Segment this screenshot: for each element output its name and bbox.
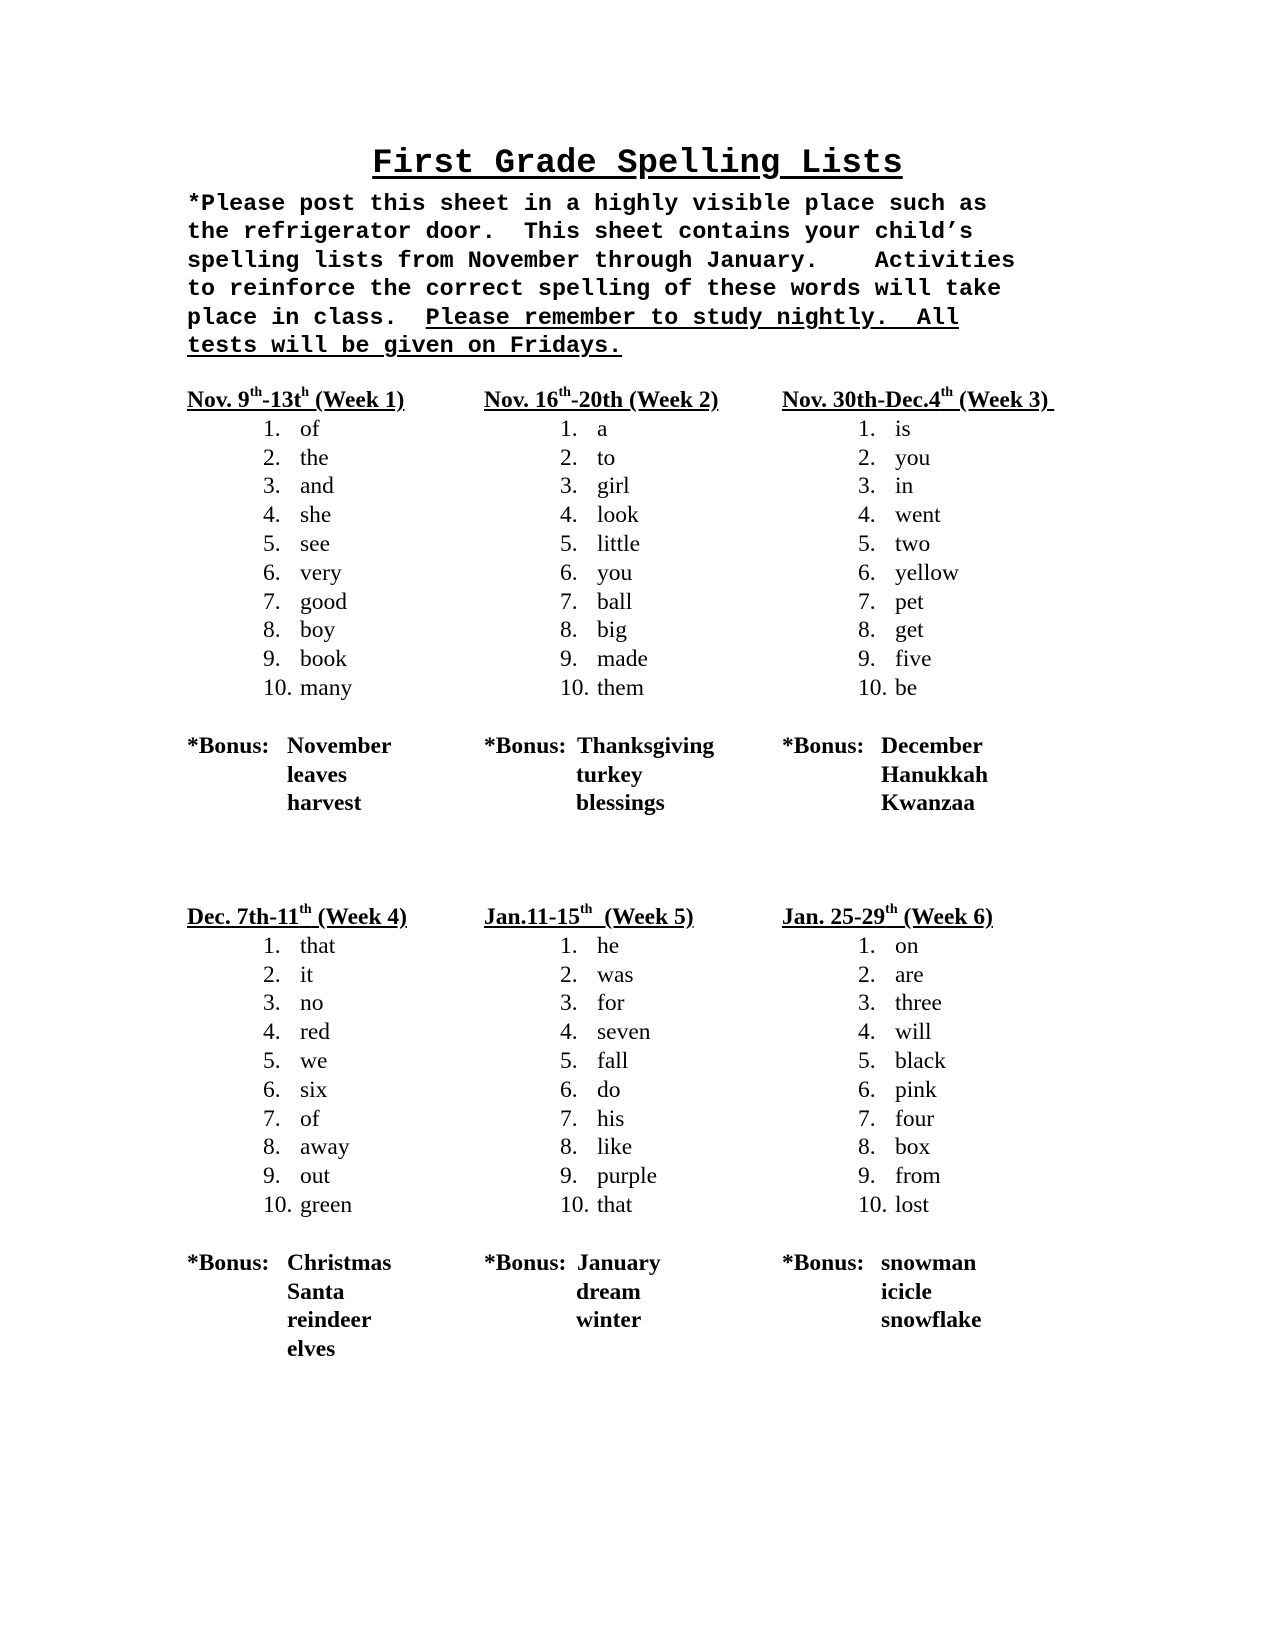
word-text: from	[895, 1163, 941, 1190]
word-item	[560, 616, 784, 645]
word-text: ball	[597, 588, 633, 615]
bonus-row	[484, 761, 784, 790]
bonus-word: turkey	[576, 761, 643, 788]
word-text: good	[300, 588, 347, 615]
word-item	[263, 616, 487, 645]
word-text: get	[895, 617, 924, 644]
word-list	[858, 932, 1082, 1220]
bonus-row	[187, 1278, 487, 1307]
word-text: purple	[597, 1163, 658, 1190]
word-text: green	[300, 1191, 353, 1218]
word-item	[263, 932, 487, 961]
word-number: 2.	[263, 961, 281, 988]
word-number: 4.	[858, 502, 876, 529]
bonus-word: January	[577, 1249, 661, 1276]
heading-superscript: th	[558, 385, 571, 401]
word-number: 1.	[858, 415, 876, 442]
word-number: 4.	[560, 502, 578, 529]
bonus-label: *Bonus:	[187, 1249, 270, 1276]
word-text: four	[895, 1105, 935, 1132]
heading-text: (Week 3)	[953, 387, 1055, 413]
word-number: 6.	[858, 559, 876, 586]
word-text: five	[895, 646, 932, 673]
word-number: 3.	[858, 473, 876, 500]
word-text: away	[300, 1134, 350, 1161]
word-number: 4.	[263, 1019, 281, 1046]
word-number: 3.	[858, 990, 876, 1017]
word-item	[560, 530, 784, 559]
word-text: them	[597, 674, 644, 701]
word-text: seven	[597, 1019, 651, 1046]
intro-line	[187, 305, 1267, 333]
word-number: 7.	[858, 1105, 876, 1132]
word-item	[858, 1133, 1082, 1162]
bonus-word: Kwanzaa	[881, 790, 975, 817]
word-item	[858, 559, 1082, 588]
word-text: made	[597, 646, 648, 673]
word-number: 9.	[858, 646, 876, 673]
heading-superscript: th	[885, 902, 898, 918]
word-number: 10.	[263, 674, 293, 701]
word-item	[560, 559, 784, 588]
word-number: 10.	[858, 1191, 888, 1218]
week-6-list	[782, 903, 1082, 1335]
word-item	[858, 1191, 1082, 1220]
word-number: 1.	[560, 415, 578, 442]
word-text: of	[300, 1105, 320, 1132]
word-number: 4.	[858, 1019, 876, 1046]
bonus-word: reindeer	[287, 1307, 372, 1334]
word-number: 9.	[263, 646, 281, 673]
word-text: yellow	[895, 559, 959, 586]
word-text: it	[300, 961, 314, 988]
intro-line: the refrigerator door. This sheet contains your child’s	[187, 220, 974, 247]
word-item	[560, 472, 784, 501]
bonus-word: snowman	[881, 1249, 977, 1276]
bonus-word: icicle	[881, 1278, 932, 1305]
heading-text: Nov. 16	[484, 387, 559, 413]
bonus-row	[484, 1278, 784, 1307]
heading-text: (Week 5)	[592, 904, 694, 930]
word-list	[263, 415, 487, 703]
word-text: to	[597, 444, 616, 471]
word-text: you	[597, 559, 633, 586]
word-number: 10.	[560, 674, 590, 701]
word-item	[263, 1047, 487, 1076]
bonus-word: Thanksgiving	[577, 732, 715, 759]
word-item	[263, 530, 487, 559]
word-text: no	[300, 990, 324, 1017]
word-number: 9.	[858, 1163, 876, 1190]
bonus-row	[187, 1335, 487, 1364]
word-text: you	[895, 444, 931, 471]
week-heading	[484, 903, 784, 932]
word-number: 1.	[858, 932, 876, 959]
word-item	[263, 444, 487, 473]
word-number: 8.	[263, 617, 281, 644]
word-item	[858, 1162, 1082, 1191]
word-item	[858, 932, 1082, 961]
word-number: 8.	[560, 617, 578, 644]
word-item	[560, 674, 784, 703]
word-item	[263, 961, 487, 990]
word-text: are	[895, 961, 924, 988]
word-text: we	[300, 1047, 328, 1074]
word-item	[858, 444, 1082, 473]
bonus-row	[187, 789, 487, 818]
word-number: 5.	[858, 530, 876, 557]
word-item	[263, 989, 487, 1018]
word-number: 5.	[263, 530, 281, 557]
word-number: 8.	[858, 1134, 876, 1161]
bonus-word: elves	[287, 1336, 336, 1363]
word-number: 1.	[560, 932, 578, 959]
word-text: he	[597, 932, 620, 959]
word-text: his	[597, 1105, 625, 1132]
intro-line: to reinforce the correct spelling of these words will take	[187, 277, 1002, 304]
word-item	[263, 472, 487, 501]
word-number: 6.	[858, 1076, 876, 1103]
word-text: pet	[895, 588, 924, 615]
word-text: box	[895, 1134, 931, 1161]
word-text: do	[597, 1076, 621, 1103]
word-number: 8.	[560, 1134, 578, 1161]
word-list	[858, 415, 1082, 703]
word-item	[263, 1162, 487, 1191]
bonus-row	[782, 1278, 1082, 1307]
bonus-label: *Bonus:	[484, 732, 567, 759]
word-number: 7.	[858, 588, 876, 615]
bonus-word: leaves	[287, 761, 348, 788]
bonus-word: snowflake	[881, 1307, 982, 1334]
word-number: 10.	[263, 1191, 293, 1218]
word-number: 2.	[858, 444, 876, 471]
bonus-words	[484, 732, 784, 818]
test-day-note: tests will be given on Fridays.	[187, 334, 623, 361]
word-item	[858, 645, 1082, 674]
word-list	[560, 415, 784, 703]
word-item	[858, 501, 1082, 530]
heading-superscript: th	[579, 902, 593, 918]
word-number: 10.	[858, 674, 888, 701]
word-number: 5.	[560, 1047, 578, 1074]
heading-text: Jan.11-15	[484, 904, 580, 930]
heading-text: -13t	[262, 387, 302, 413]
intro-text: place in class.	[187, 305, 426, 332]
word-item	[263, 501, 487, 530]
word-item	[263, 645, 487, 674]
week-4-list	[187, 903, 487, 1364]
word-item	[263, 674, 487, 703]
bonus-label: *Bonus:	[187, 732, 270, 759]
word-item	[560, 645, 784, 674]
word-item	[560, 1162, 784, 1191]
word-item	[263, 1076, 487, 1105]
intro-line: *Please post this sheet in a highly visible place such as	[187, 192, 988, 218]
word-item	[263, 1133, 487, 1162]
word-number: 9.	[560, 1163, 578, 1190]
week-heading	[782, 386, 1082, 415]
word-text: very	[300, 559, 342, 586]
word-number: 1.	[263, 932, 281, 959]
word-number: 3.	[263, 473, 281, 500]
word-text: that	[597, 1191, 633, 1218]
bonus-word: Hanukkah	[881, 761, 989, 788]
word-text: look	[597, 502, 639, 529]
bonus-row	[187, 732, 487, 761]
word-text: little	[597, 530, 641, 557]
word-number: 10.	[560, 1191, 590, 1218]
bonus-word: Christmas	[287, 1249, 392, 1276]
word-text: was	[597, 961, 634, 988]
word-text: be	[895, 674, 918, 701]
word-text: in	[895, 473, 914, 500]
word-item	[560, 989, 784, 1018]
word-item	[560, 932, 784, 961]
word-list	[560, 932, 784, 1220]
word-number: 8.	[858, 617, 876, 644]
word-text: is	[895, 415, 911, 442]
word-item	[263, 1191, 487, 1220]
heading-text: Nov. 30th-Dec.4	[782, 387, 941, 413]
word-number: 1.	[263, 415, 281, 442]
word-text: many	[300, 674, 353, 701]
word-number: 6.	[560, 559, 578, 586]
word-item	[858, 415, 1082, 444]
word-item	[263, 559, 487, 588]
word-text: and	[300, 473, 334, 500]
bonus-row	[782, 789, 1082, 818]
word-item	[858, 588, 1082, 617]
week-2-list	[484, 386, 784, 818]
word-item	[263, 415, 487, 444]
heading-text: -20th (Week 2)	[570, 387, 719, 413]
week-heading	[782, 903, 1082, 932]
word-number: 6.	[560, 1076, 578, 1103]
word-number: 8.	[263, 1134, 281, 1161]
word-number: 5.	[858, 1047, 876, 1074]
word-number: 6.	[263, 1076, 281, 1103]
bonus-word: Santa	[287, 1278, 345, 1305]
word-text: lost	[895, 1191, 929, 1218]
word-item	[858, 989, 1082, 1018]
heading-text: (Week 6)	[897, 904, 993, 930]
intro-paragraph	[187, 191, 1267, 361]
bonus-word: dream	[576, 1278, 641, 1305]
bonus-words	[187, 1249, 487, 1364]
word-list	[263, 932, 487, 1220]
word-number: 4.	[560, 1019, 578, 1046]
word-number: 5.	[263, 1047, 281, 1074]
heading-superscript: h	[301, 385, 310, 401]
word-number: 7.	[560, 1105, 578, 1132]
word-text: like	[597, 1134, 633, 1161]
word-text: big	[597, 617, 628, 644]
word-item	[263, 1105, 487, 1134]
week-3-list	[782, 386, 1082, 818]
word-number: 3.	[560, 473, 578, 500]
word-number: 3.	[560, 990, 578, 1017]
word-item	[858, 674, 1082, 703]
word-item	[858, 1018, 1082, 1047]
word-text: see	[300, 530, 331, 557]
word-item	[560, 501, 784, 530]
week-heading	[187, 903, 487, 932]
word-text: boy	[300, 617, 336, 644]
bonus-row	[782, 732, 1082, 761]
word-text: six	[300, 1076, 328, 1103]
word-item	[858, 961, 1082, 990]
intro-line: spelling lists from November through January. Activities	[187, 248, 1016, 275]
word-number: 2.	[560, 444, 578, 471]
heading-superscript: th	[299, 902, 312, 918]
word-item	[263, 1018, 487, 1047]
word-number: 7.	[263, 588, 281, 615]
word-item	[858, 472, 1082, 501]
word-item	[560, 1076, 784, 1105]
bonus-row	[782, 1306, 1082, 1335]
bonus-row	[187, 1306, 487, 1335]
word-number: 6.	[263, 559, 281, 586]
word-item	[560, 961, 784, 990]
heading-text: Jan. 25-29	[782, 904, 886, 930]
word-item	[858, 1105, 1082, 1134]
word-text: pink	[895, 1076, 937, 1103]
word-text: the	[300, 444, 329, 471]
word-item	[560, 415, 784, 444]
word-text: went	[895, 502, 941, 529]
heading-superscript: th	[940, 385, 954, 401]
bonus-row	[484, 732, 784, 761]
word-number: 4.	[263, 502, 281, 529]
word-text: for	[597, 990, 625, 1017]
bonus-word: winter	[576, 1307, 642, 1334]
bonus-word: blessings	[576, 790, 665, 817]
bonus-word: harvest	[287, 790, 362, 817]
word-number: 3.	[263, 990, 281, 1017]
bonus-row	[782, 1249, 1082, 1278]
bonus-row	[187, 761, 487, 790]
word-text: girl	[597, 473, 630, 500]
page-title: First Grade Spelling Lists	[372, 145, 903, 183]
bonus-words	[187, 732, 487, 818]
heading-superscript: th	[249, 385, 263, 401]
word-text: three	[895, 990, 942, 1017]
bonus-words	[484, 1249, 784, 1335]
bonus-row	[484, 789, 784, 818]
word-text: she	[300, 502, 332, 529]
word-number: 9.	[263, 1163, 281, 1190]
word-text: a	[597, 415, 608, 442]
word-text: on	[895, 932, 919, 959]
heading-text: (Week 1)	[309, 387, 405, 413]
word-item	[858, 530, 1082, 559]
study-reminder: Please remember to study nightly. All	[425, 305, 960, 332]
week-heading	[187, 386, 487, 415]
word-item	[560, 1191, 784, 1220]
bonus-row	[187, 1249, 487, 1278]
word-item	[858, 1076, 1082, 1105]
word-text: out	[300, 1163, 331, 1190]
bonus-row	[484, 1306, 784, 1335]
word-number: 7.	[560, 588, 578, 615]
word-item	[560, 444, 784, 473]
word-item	[560, 1047, 784, 1076]
week-5-list	[484, 903, 784, 1335]
bonus-row	[484, 1249, 784, 1278]
bonus-words	[782, 732, 1082, 818]
word-item	[263, 588, 487, 617]
bonus-words	[782, 1249, 1082, 1335]
word-item	[560, 1018, 784, 1047]
bonus-label: *Bonus:	[782, 1249, 865, 1276]
word-text: will	[895, 1019, 932, 1046]
bonus-row	[782, 761, 1082, 790]
week-heading	[484, 386, 784, 415]
word-text: of	[300, 415, 320, 442]
word-number: 7.	[263, 1105, 281, 1132]
word-number: 2.	[858, 961, 876, 988]
word-item	[858, 1047, 1082, 1076]
word-number: 2.	[560, 961, 578, 988]
word-number: 5.	[560, 530, 578, 557]
word-item	[858, 616, 1082, 645]
word-item	[560, 588, 784, 617]
bonus-label: *Bonus:	[782, 732, 865, 759]
word-item	[560, 1133, 784, 1162]
word-text: black	[895, 1047, 946, 1074]
word-text: two	[895, 530, 931, 557]
bonus-word: November	[287, 732, 392, 759]
word-number: 2.	[263, 444, 281, 471]
week-1-list	[187, 386, 487, 818]
word-number: 9.	[560, 646, 578, 673]
word-text: fall	[597, 1047, 629, 1074]
word-text: that	[300, 932, 336, 959]
word-item	[560, 1105, 784, 1134]
word-text: book	[300, 646, 347, 673]
bonus-word: December	[881, 732, 983, 759]
word-text: red	[300, 1019, 331, 1046]
bonus-label: *Bonus:	[484, 1249, 567, 1276]
heading-text: Dec. 7th-11	[187, 904, 300, 930]
heading-text: Nov. 9	[187, 387, 250, 413]
heading-text: (Week 4)	[311, 904, 408, 930]
intro-line	[187, 333, 1267, 361]
